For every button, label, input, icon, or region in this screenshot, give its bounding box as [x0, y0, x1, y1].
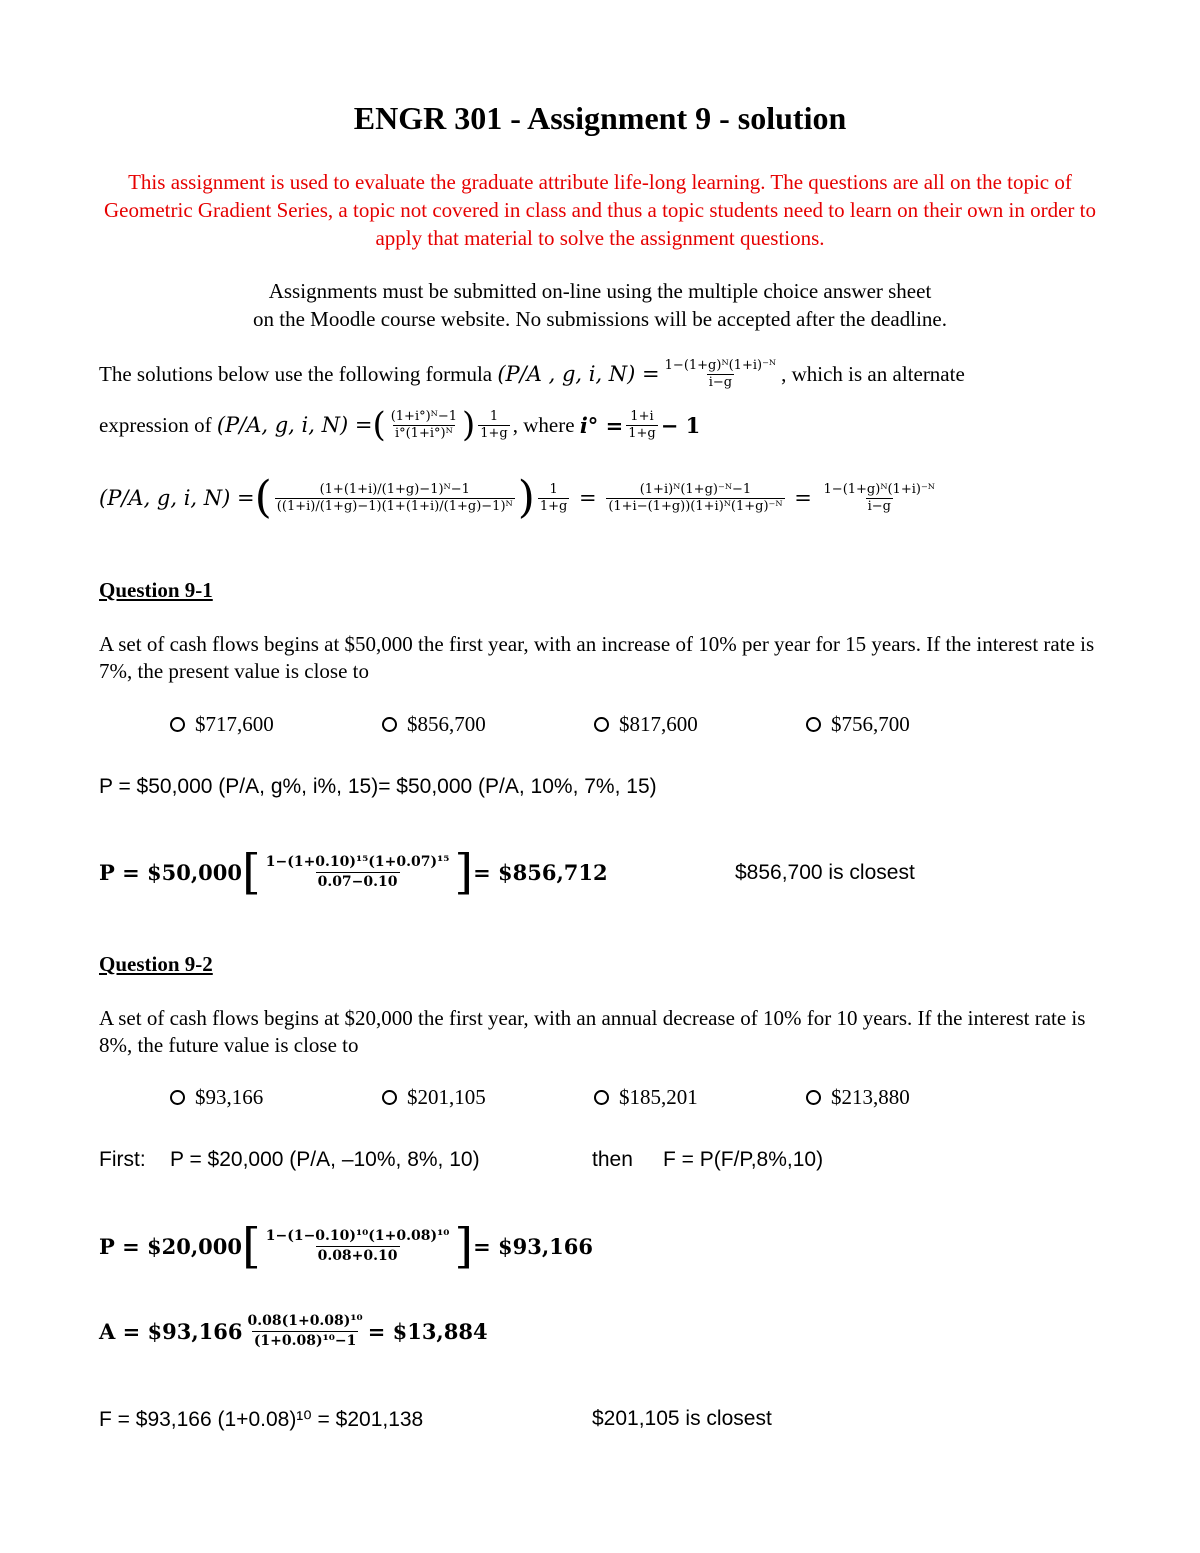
radio-icon	[594, 1090, 609, 1105]
q1-eq-rhs: = $856,712	[473, 859, 608, 885]
q1-option-2-label: $856,700	[407, 712, 486, 736]
formula-numerator: 1−(1+g)ᴺ(1+i)⁻ᴺ	[664, 358, 777, 373]
submission-line-2: on the Moodle course website. No submissions will be accepted after the deadline.	[253, 307, 947, 331]
q1-closest: $856,700 is closest	[735, 861, 915, 884]
deriv-inner-fraction	[275, 482, 515, 515]
alt-io-tail: − 1	[660, 412, 701, 438]
q2-p-equation: P = $20,000 [ $\frac{\text{1−(1−0.10)¹⁰(1+0.08)¹⁰}}{0.08+0.10}$ ] = $93,166	[99, 1218, 593, 1274]
radio-icon	[382, 1090, 397, 1105]
radio-icon	[806, 1090, 821, 1105]
q1-option-3[interactable]	[594, 712, 698, 737]
q2-option-4-label: $213,880	[831, 1085, 910, 1109]
q2-option-1[interactable]	[170, 1085, 263, 1110]
formula-lhs: (P/A , g, i, N) =	[497, 362, 660, 386]
radio-icon	[806, 717, 821, 732]
q1-option-2[interactable]	[382, 712, 486, 737]
alt-io-num: 1+i	[630, 408, 654, 424]
deriv-end	[822, 482, 937, 515]
formula-fraction	[663, 358, 778, 391]
deriv-f1	[538, 482, 570, 515]
alt-numerator: (1+i°)ᴺ−1	[390, 408, 457, 424]
deriv-inner-num: (1+(1+i)/(1+g)−1)ᴺ−1	[319, 481, 470, 497]
alt-io-den: 1+g	[628, 425, 656, 441]
alt-denominator: i°(1+i°)ᴺ	[394, 425, 453, 441]
formula-intro	[99, 358, 965, 391]
deriv-mid	[606, 482, 784, 515]
radio-icon	[594, 717, 609, 732]
radio-icon	[170, 1090, 185, 1105]
q2-f-line: F = $93,166 (1+0.08)¹⁰ = $201,138	[99, 1408, 424, 1431]
q2-option-3[interactable]	[594, 1085, 698, 1110]
q1-equation: P = $50,000 [ $\frac{\text{1−(1+0.10)¹⁵(1+0.07)¹⁵}}{0.07-0.10}$ ] = $856,712	[99, 844, 608, 900]
q2-first-eq: P = $20,000 (P/A, –10%, 8%, 10)	[170, 1148, 480, 1171]
q2-option-1-label: $93,166	[195, 1085, 264, 1109]
q2-a-rhs: = $13,884	[367, 1319, 488, 1344]
q2-heading: Question 9-2	[99, 952, 213, 976]
derivation-equation: (P/A, g, i, N) = ( $\frac{\text{(1+(1+i)/(1+g)−1)ᴺ−1}}{\text{((1+i)/(1+g)−1)(1+(1+i)/(1+g)−1)ᴺ}}$ ) $\frac{1}{1+g}$ = $\frac{\text{(1+i)ᴺ(1+g)⁻ᴺ−1}}{\text{(1+i−(1+g))(1+i)ᴺ(1+g)⁻ᴺ}}$ = $\frac{\text{1−(1+g)ᴺ(1+i)⁻ᴺ}}{i-g}$	[99, 472, 935, 523]
q1-option-3-label: $817,600	[619, 712, 698, 736]
q2-a-lhs: A = $93,166	[99, 1319, 243, 1344]
q2-a-equation	[99, 1312, 488, 1351]
q1-eq-lhs: P = $50,000	[99, 859, 242, 885]
q2-closest: $201,105 is closest	[592, 1407, 772, 1430]
q1-eq-fraction	[264, 853, 452, 892]
deriv-mid-den: (1+i−(1+g))(1+i)ᴺ(1+g)⁻ᴺ	[608, 498, 783, 514]
q2-a-fraction	[246, 1312, 365, 1351]
q1-option-4-label: $756,700	[831, 712, 910, 736]
deriv-end-num: 1−(1+g)ᴺ(1+i)⁻ᴺ	[823, 481, 935, 497]
q2-then-eq: F = P(F/P,8%,10)	[663, 1148, 824, 1171]
alt-fraction	[389, 409, 459, 442]
deriv-mid-num: (1+i)ᴺ(1+g)⁻ᴺ−1	[639, 481, 752, 497]
q2-text: A set of cash flows begins at $20,000 the first year, with an annual decrease of 10% for 10 years. If the interest rate is 8%, the future value is close to	[99, 1006, 1086, 1057]
q2-a-num: 0.08(1+0.08)¹⁰	[247, 1313, 363, 1329]
q2-p-fraction	[264, 1227, 452, 1266]
q2-option-3-label: $185,201	[619, 1085, 698, 1109]
alt-text: expression of	[99, 412, 212, 437]
formula-denominator: i−g	[708, 375, 733, 390]
q2-first-label: First:	[99, 1148, 146, 1171]
alt-f2-den: 1+g	[480, 425, 508, 441]
deriv-inner-den: ((1+i)/(1+g)−1)(1+(1+i)/(1+g)−1)ᴺ	[276, 498, 513, 514]
alt-io: i° =	[579, 412, 624, 438]
submission-line-1: Assignments must be submitted on-line using the multiple choice answer sheet	[268, 279, 932, 303]
intro-note: This assignment is used to evaluate the graduate attribute life-long learning. The questions are all on the topic of Geometric Gradient Series, a topic not covered in class and thus a topic students need to learn on their own in order to apply that material to solve the assignment questions.	[104, 170, 1096, 250]
formula-intro-tail: , which is an alternate	[781, 362, 965, 386]
q1-setup: P = $50,000 (P/A, g%, i%, 15)= $50,000 (P/A, 10%, 7%, 15)	[99, 775, 657, 798]
alt-f2-num: 1	[489, 408, 499, 424]
q1-heading: Question 9-1	[99, 578, 213, 602]
alt-io-fraction	[626, 409, 658, 442]
q1-option-1-label: $717,600	[195, 712, 274, 736]
formula-intro-text: The solutions below use the following formula	[99, 362, 493, 386]
q2-then-label: then	[592, 1148, 633, 1171]
alt-fraction-2	[478, 409, 510, 442]
deriv-lhs: (P/A, g, i, N) =	[99, 486, 255, 510]
q2-p-num: 1−(1−0.10)¹⁰(1+0.08)¹⁰	[265, 1227, 450, 1244]
alt-lhs: (P/A, g, i, N) =	[216, 412, 373, 437]
page-title: ENGR 301 - Assignment 9 - solution	[353, 100, 847, 136]
radio-icon	[170, 717, 185, 732]
formula-alternate: expression of (P/A, g, i, N) = ( $\frac{\text{(1+i°)ᴺ−1}}{\text{i°(1+i°)ᴺ}}$ ) $\frac{1}{1+g}$ , where i° = $\frac{1+i}{1+g}$ − 1	[99, 405, 701, 445]
alt-where: , where	[512, 412, 575, 437]
deriv-f1-den: 1+g	[539, 498, 568, 514]
q2-p-lhs: P = $20,000	[99, 1233, 242, 1259]
q2-option-4[interactable]	[806, 1085, 910, 1110]
q2-option-2[interactable]	[382, 1085, 486, 1110]
q2-p-den: 0.08+0.10	[317, 1247, 398, 1264]
deriv-f1-num: 1	[549, 481, 558, 497]
q1-eq-num: 1−(1+0.10)¹⁵(1+0.07)¹⁵	[265, 853, 450, 870]
q1-option-1[interactable]	[170, 712, 274, 737]
deriv-end-den: i−g	[867, 498, 891, 514]
q1-option-4[interactable]	[806, 712, 910, 737]
q2-option-2-label: $201,105	[407, 1085, 486, 1109]
radio-icon	[382, 717, 397, 732]
q2-a-den: (1+0.08)¹⁰−1	[253, 1333, 357, 1349]
q1-text: A set of cash flows begins at $50,000 the first year, with an increase of 10% per year for 15 years. If the interest rate is 7%, the present value is close to	[99, 632, 1095, 683]
q2-p-rhs: = $93,166	[473, 1233, 593, 1259]
q1-eq-den: 0.07−0.10	[317, 873, 398, 890]
